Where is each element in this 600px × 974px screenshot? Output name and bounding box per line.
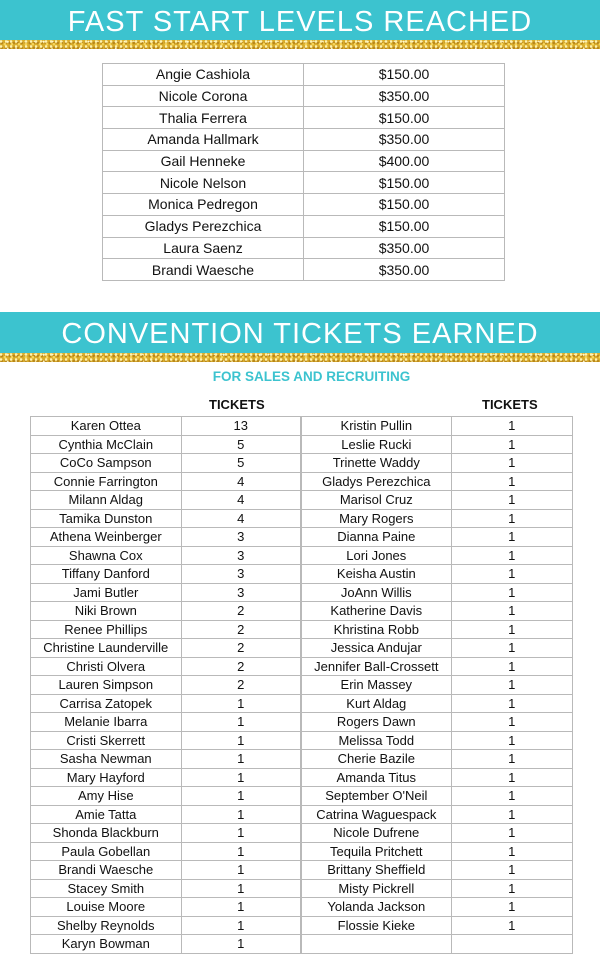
tickets-cell: 1 (181, 805, 300, 824)
name-cell: Tequila Pritchett (302, 842, 452, 861)
amount-cell: $350.00 (304, 129, 505, 151)
name-cell: Kurt Aldag (302, 694, 452, 713)
name-cell: Keisha Austin (302, 565, 452, 584)
table-row (31, 879, 301, 898)
tickets-cell: 13 (181, 417, 300, 436)
name-cell: Amie Tatta (31, 805, 182, 824)
table-row (302, 602, 573, 621)
table-row (302, 768, 573, 787)
table-row (31, 898, 301, 917)
name-cell: Yolanda Jackson (302, 898, 452, 917)
name-cell: Amy Hise (31, 787, 182, 806)
tickets-cell: 1 (181, 935, 300, 954)
table-row (31, 417, 301, 436)
tickets-cell: 1 (181, 898, 300, 917)
amount-cell: $350.00 (304, 85, 505, 107)
tickets-cell: 1 (451, 546, 572, 565)
table-row (31, 916, 301, 935)
tickets-cell: 1 (451, 842, 572, 861)
tickets-cell: 5 (181, 454, 300, 473)
table-row (302, 787, 573, 806)
tickets-cell: 3 (181, 583, 300, 602)
name-cell: Mary Rogers (302, 509, 452, 528)
name-cell: Trinette Waddy (302, 454, 452, 473)
tickets-cell: 1 (451, 750, 572, 769)
table-row (103, 194, 505, 216)
table-row (302, 620, 573, 639)
tickets-cell: 1 (451, 565, 572, 584)
name-cell: Flossie Kieke (302, 916, 452, 935)
name-cell: Cynthia McClain (31, 435, 182, 454)
tickets-cell: 1 (451, 787, 572, 806)
tickets-cell: 1 (181, 824, 300, 843)
tickets-cell: 1 (181, 768, 300, 787)
tickets-cell: 1 (181, 842, 300, 861)
name-cell: Gladys Perezchica (302, 472, 452, 491)
name-cell: Jennifer Ball-Crossett (302, 657, 452, 676)
name-cell: Christine Launderville (31, 639, 182, 658)
table-row (302, 879, 573, 898)
table-row (302, 583, 573, 602)
table-row (103, 150, 505, 172)
name-cell: Amanda Hallmark (103, 129, 304, 151)
table-row (302, 435, 573, 454)
name-cell: Nicole Nelson (103, 172, 304, 194)
tickets-cell: 1 (451, 528, 572, 547)
convention-banner (0, 312, 600, 362)
name-cell: Karen Ottea (31, 417, 182, 436)
table-row (302, 861, 573, 880)
tickets-cell: 1 (181, 731, 300, 750)
tickets-cell: 1 (181, 879, 300, 898)
name-cell: Gladys Perezchica (103, 215, 304, 237)
table-row (31, 768, 301, 787)
name-cell: Monica Pedregon (103, 194, 304, 216)
tickets-cell: 1 (451, 676, 572, 695)
table-row (31, 602, 301, 621)
table-row (31, 491, 301, 510)
tickets-cell: 1 (451, 731, 572, 750)
name-cell: Karyn Bowman (31, 935, 182, 954)
tickets-cell: 1 (181, 861, 300, 880)
name-cell: CoCo Sampson (31, 454, 182, 473)
amount-cell: $150.00 (304, 215, 505, 237)
name-cell: Amanda Titus (302, 768, 452, 787)
name-cell: Connie Farrington (31, 472, 182, 491)
tickets-cell: 2 (181, 639, 300, 658)
name-cell: Jami Butler (31, 583, 182, 602)
table-row (31, 731, 301, 750)
tickets-cell: 1 (451, 639, 572, 658)
convention-table-right (301, 416, 573, 954)
tickets-cell: 1 (451, 861, 572, 880)
tickets-cell: 2 (181, 602, 300, 621)
name-cell: Dianna Paine (302, 528, 452, 547)
name-cell: Sasha Newman (31, 750, 182, 769)
name-cell (302, 935, 452, 954)
name-cell: Lori Jones (302, 546, 452, 565)
name-cell: Cristi Skerrett (31, 731, 182, 750)
tickets-cell: 2 (181, 620, 300, 639)
tickets-cell: 2 (181, 657, 300, 676)
name-cell: Gail Henneke (103, 150, 304, 172)
tickets-cell: 1 (181, 694, 300, 713)
name-cell: Thalia Ferrera (103, 107, 304, 129)
name-cell: Christi Olvera (31, 657, 182, 676)
name-cell: September O'Neil (302, 787, 452, 806)
table-row (103, 172, 505, 194)
tickets-cell: 1 (451, 620, 572, 639)
table-row (31, 546, 301, 565)
fast-start-banner (0, 0, 600, 49)
name-cell: Milann Aldag (31, 491, 182, 510)
name-cell: Nicole Dufrene (302, 824, 452, 843)
tickets-column-header-left: TICKETS (209, 397, 265, 412)
amount-cell: $150.00 (304, 64, 505, 86)
tickets-cell: 1 (451, 916, 572, 935)
table-row (302, 731, 573, 750)
gold-glitter-stripe (0, 40, 600, 49)
table-row (103, 107, 505, 129)
tickets-cell: 1 (181, 787, 300, 806)
table-row (103, 64, 505, 86)
amount-cell: $350.00 (304, 259, 505, 281)
name-cell: Mary Hayford (31, 768, 182, 787)
table-row (31, 509, 301, 528)
table-row (31, 861, 301, 880)
name-cell: Katherine Davis (302, 602, 452, 621)
tickets-column-header-right: TICKETS (482, 397, 538, 412)
table-row (103, 237, 505, 259)
name-cell: Laura Saenz (103, 237, 304, 259)
name-cell: Shelby Reynolds (31, 916, 182, 935)
table-row (302, 546, 573, 565)
name-cell: Paula Gobellan (31, 842, 182, 861)
table-row (302, 676, 573, 695)
table-row (31, 565, 301, 584)
name-cell: Melissa Todd (302, 731, 452, 750)
name-cell: Leslie Rucki (302, 435, 452, 454)
table-row (302, 916, 573, 935)
table-row (31, 583, 301, 602)
name-cell: Erin Massey (302, 676, 452, 695)
tickets-cell: 4 (181, 472, 300, 491)
name-cell: Niki Brown (31, 602, 182, 621)
table-row (31, 805, 301, 824)
table-row (31, 472, 301, 491)
tickets-cell: 1 (451, 694, 572, 713)
tickets-cell: 4 (181, 491, 300, 510)
table-row (31, 657, 301, 676)
table-row (103, 259, 505, 281)
table-row (31, 787, 301, 806)
tickets-cell: 1 (451, 824, 572, 843)
name-cell: Nicole Corona (103, 85, 304, 107)
name-cell: Angie Cashiola (103, 64, 304, 86)
convention-table-left (30, 416, 301, 954)
name-cell: Tiffany Danford (31, 565, 182, 584)
name-cell: Renee Phillips (31, 620, 182, 639)
table-row (302, 454, 573, 473)
amount-cell: $150.00 (304, 107, 505, 129)
tickets-cell: 1 (451, 657, 572, 676)
table-row (302, 805, 573, 824)
tickets-cell: 1 (181, 750, 300, 769)
table-row (302, 491, 573, 510)
amount-cell: $150.00 (304, 194, 505, 216)
tickets-cell: 1 (451, 472, 572, 491)
tickets-cell: 1 (451, 879, 572, 898)
tickets-cell: 1 (181, 713, 300, 732)
fast-start-table (102, 63, 505, 281)
name-cell: Misty Pickrell (302, 879, 452, 898)
name-cell: Shawna Cox (31, 546, 182, 565)
table-row (302, 639, 573, 658)
table-row (302, 565, 573, 584)
amount-cell: $150.00 (304, 172, 505, 194)
tickets-cell: 4 (181, 509, 300, 528)
table-row (31, 528, 301, 547)
name-cell: Rogers Dawn (302, 713, 452, 732)
table-row (302, 472, 573, 491)
name-cell: Brandi Waesche (31, 861, 182, 880)
table-row (31, 842, 301, 861)
tickets-cell: 1 (451, 898, 572, 917)
tickets-cell: 5 (181, 435, 300, 454)
table-row (31, 435, 301, 454)
convention-title: CONVENTION TICKETS EARNED (61, 318, 539, 350)
table-row (302, 750, 573, 769)
tickets-cell: 1 (451, 491, 572, 510)
table-row (302, 417, 573, 436)
table-row (103, 85, 505, 107)
table-row (31, 750, 301, 769)
convention-subtitle: FOR SALES AND RECRUITING (212, 369, 411, 384)
tickets-cell: 1 (451, 805, 572, 824)
gold-glitter-stripe (0, 353, 600, 362)
tickets-cell: 1 (181, 916, 300, 935)
table-row (302, 713, 573, 732)
name-cell: Shonda Blackburn (31, 824, 182, 843)
table-row (31, 713, 301, 732)
table-row (302, 657, 573, 676)
tickets-cell: 1 (451, 768, 572, 787)
name-cell: Khristina Robb (302, 620, 452, 639)
name-cell: Melanie Ibarra (31, 713, 182, 732)
tickets-cell: 3 (181, 546, 300, 565)
table-row (31, 824, 301, 843)
table-row (31, 620, 301, 639)
amount-cell: $400.00 (304, 150, 505, 172)
tickets-cell: 1 (451, 509, 572, 528)
table-row (302, 528, 573, 547)
name-cell: Lauren Simpson (31, 676, 182, 695)
table-row (31, 935, 301, 954)
tickets-cell: 1 (451, 583, 572, 602)
tickets-cell: 1 (451, 713, 572, 732)
name-cell: Cherie Bazile (302, 750, 452, 769)
name-cell: Louise Moore (31, 898, 182, 917)
tickets-cell: 2 (181, 676, 300, 695)
table-row (302, 824, 573, 843)
table-row (302, 935, 573, 954)
table-row (31, 639, 301, 658)
table-row (31, 454, 301, 473)
tickets-cell: 1 (451, 602, 572, 621)
name-cell: Marisol Cruz (302, 491, 452, 510)
table-row (31, 694, 301, 713)
tickets-cell (451, 935, 572, 954)
amount-cell: $350.00 (304, 237, 505, 259)
table-row (302, 509, 573, 528)
name-cell: JoAnn Willis (302, 583, 452, 602)
name-cell: Catrina Waguespack (302, 805, 452, 824)
table-row (103, 129, 505, 151)
name-cell: Kristin Pullin (302, 417, 452, 436)
name-cell: Athena Weinberger (31, 528, 182, 547)
fast-start-title: FAST START LEVELS REACHED (67, 6, 533, 38)
name-cell: Stacey Smith (31, 879, 182, 898)
table-row (31, 676, 301, 695)
tickets-cell: 3 (181, 565, 300, 584)
table-row (302, 898, 573, 917)
name-cell: Brandi Waesche (103, 259, 304, 281)
tickets-cell: 1 (451, 435, 572, 454)
table-row (103, 215, 505, 237)
table-row (302, 694, 573, 713)
tickets-cell: 1 (451, 417, 572, 436)
tickets-cell: 1 (451, 454, 572, 473)
name-cell: Brittany Sheffield (302, 861, 452, 880)
tickets-cell: 3 (181, 528, 300, 547)
name-cell: Tamika Dunston (31, 509, 182, 528)
table-row (302, 842, 573, 861)
name-cell: Jessica Andujar (302, 639, 452, 658)
name-cell: Carrisa Zatopek (31, 694, 182, 713)
